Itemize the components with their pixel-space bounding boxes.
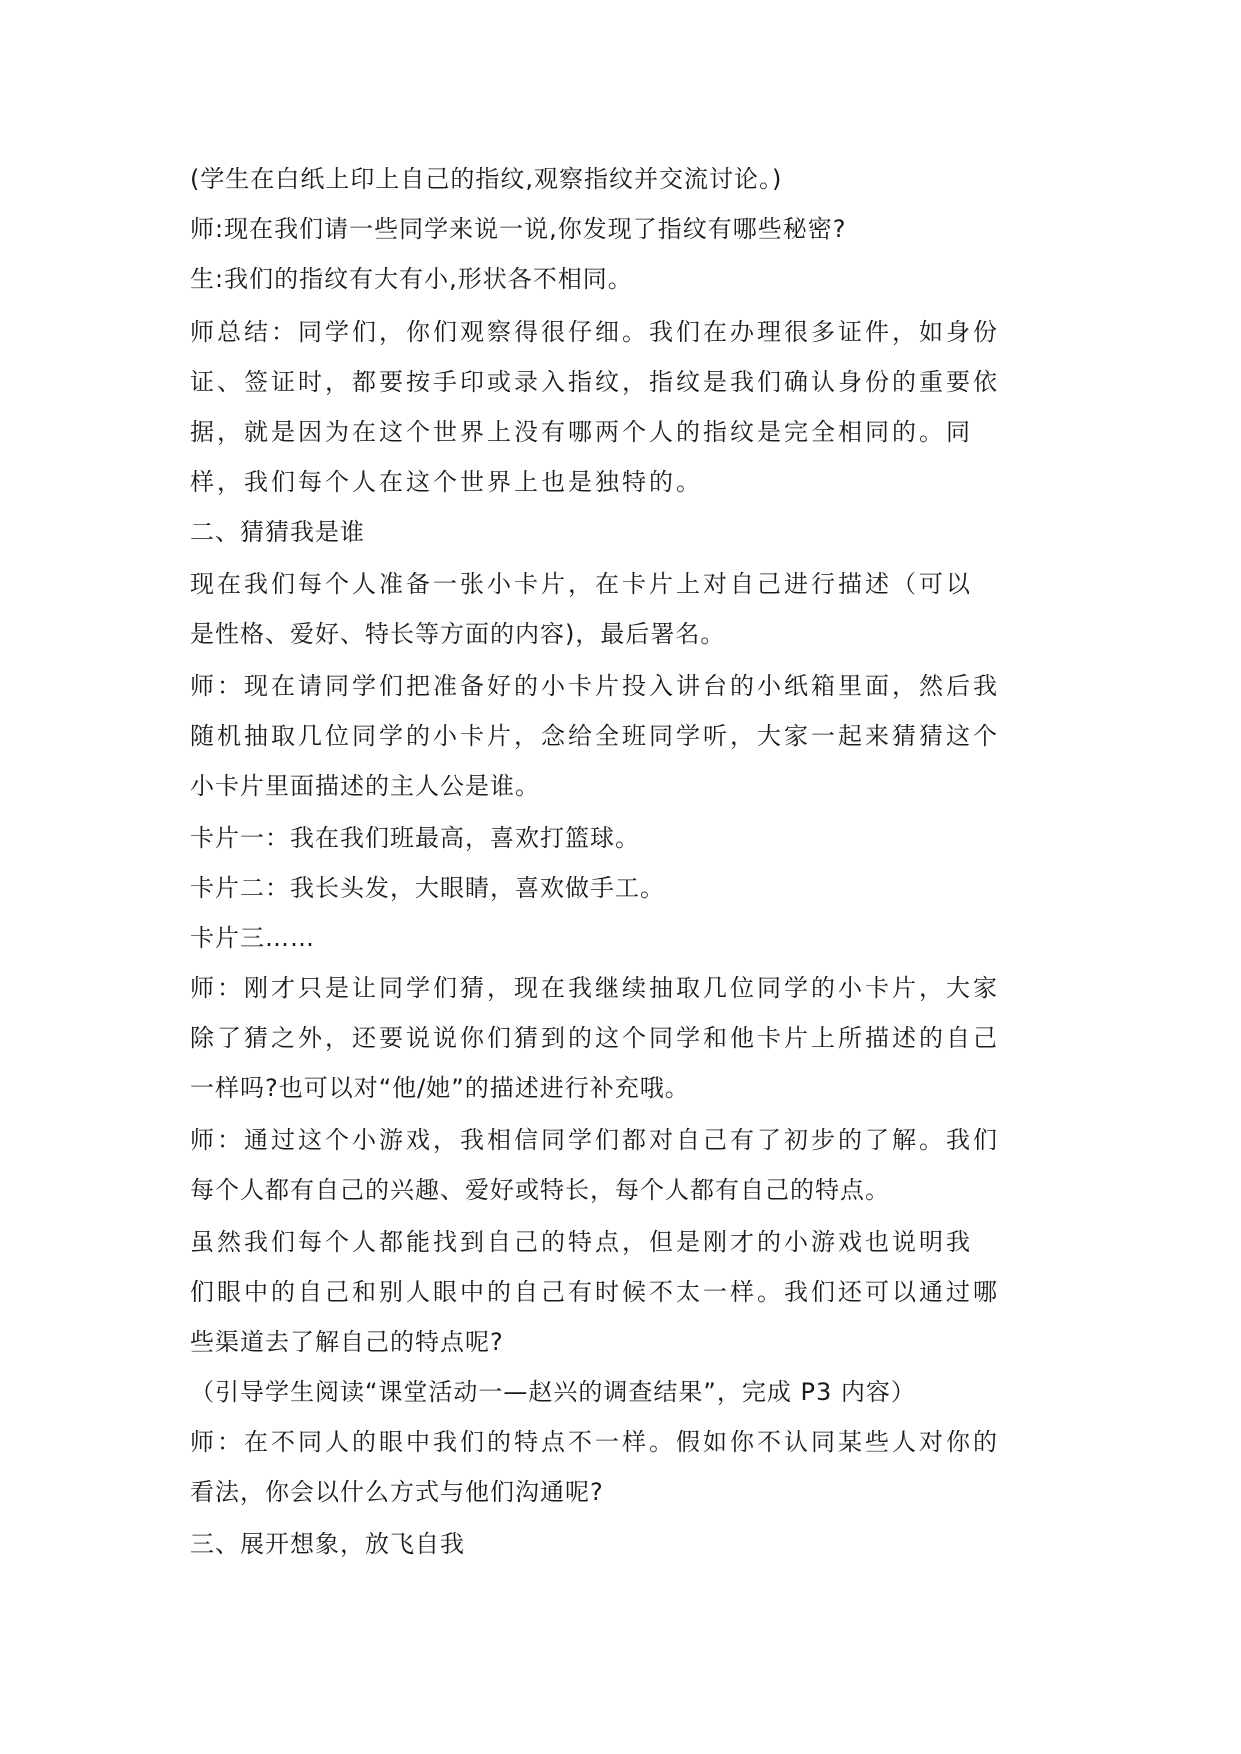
text-line: 虽然我们每个人都能找到自己的特点，但是刚才的小游戏也说明我 [190, 1228, 973, 1256]
text-line: 看法，你会以什么方式与他们沟通呢? [190, 1478, 604, 1506]
text-line: 卡片一：我在我们班最高，喜欢打篮球。 [190, 824, 640, 852]
text-line: 随机抽取几位同学的小卡片，念给全班同学听，大家一起来猜猜这个 [190, 722, 1000, 750]
text-line: 生:我们的指纹有大有小,形状各不相同。 [190, 265, 633, 293]
text-line: 师：刚才只是让同学们猜，现在我继续抽取几位同学的小卡片，大家 [190, 974, 1000, 1002]
text-line: 现在我们每个人准备一张小卡片，在卡片上对自己进行描述（可以 [190, 570, 973, 598]
text-line: 师：在不同人的眼中我们的特点不一样。假如你不认同某些人对你的 [190, 1428, 1000, 1456]
text-line: 们眼中的自己和别人眼中的自己有时候不太一样。我们还可以通过哪 [190, 1278, 1000, 1306]
text-line: 师总结：同学们，你们观察得很仔细。我们在办理很多证件，如身份 [190, 318, 1000, 346]
section-heading: 三、展开想象，放飞自我 [190, 1530, 465, 1558]
text-line: 卡片二：我长头发，大眼睛，喜欢做手工。 [190, 874, 665, 902]
text-line: 师：通过这个小游戏，我相信同学们都对自己有了初步的了解。我们 [190, 1126, 1000, 1154]
text-line: 师:现在我们请一些同学来说一说,你发现了指纹有哪些秘密? [190, 215, 847, 243]
text-line: 师：现在请同学们把准备好的小卡片投入讲台的小纸箱里面，然后我 [190, 672, 1000, 700]
section-heading: 二、猜猜我是谁 [190, 518, 365, 546]
text-line: 证、签证时，都要按手印或录入指纹，指纹是我们确认身份的重要依 [190, 368, 1000, 396]
text-line: （引导学生阅读“课堂活动一—赵兴的调查结果”，完成 P3 内容） [190, 1378, 916, 1406]
text-line: 每个人都有自己的兴趣、爱好或特长，每个人都有自己的特点。 [190, 1176, 890, 1204]
text-line: (学生在白纸上印上自己的指纹,观察指纹并交流讨论。) [190, 165, 783, 193]
text-line: 小卡片里面描述的主人公是谁。 [190, 772, 540, 800]
text-line: 除了猜之外，还要说说你们猜到的这个同学和他卡片上所描述的自己 [190, 1024, 1000, 1052]
text-line: 一样吗?也可以对“他/她”的描述进行补充哦。 [190, 1074, 690, 1102]
text-line: 据，就是因为在这个世界上没有哪两个人的指纹是完全相同的。同 [190, 418, 973, 446]
text-line: 样，我们每个人在这个世界上也是独特的。 [190, 468, 703, 496]
text-line: 是性格、爱好、特长等方面的内容)，最后署名。 [190, 620, 726, 648]
text-line: 卡片三…… [190, 924, 315, 952]
text-line: 些渠道去了解自己的特点呢? [190, 1328, 504, 1356]
